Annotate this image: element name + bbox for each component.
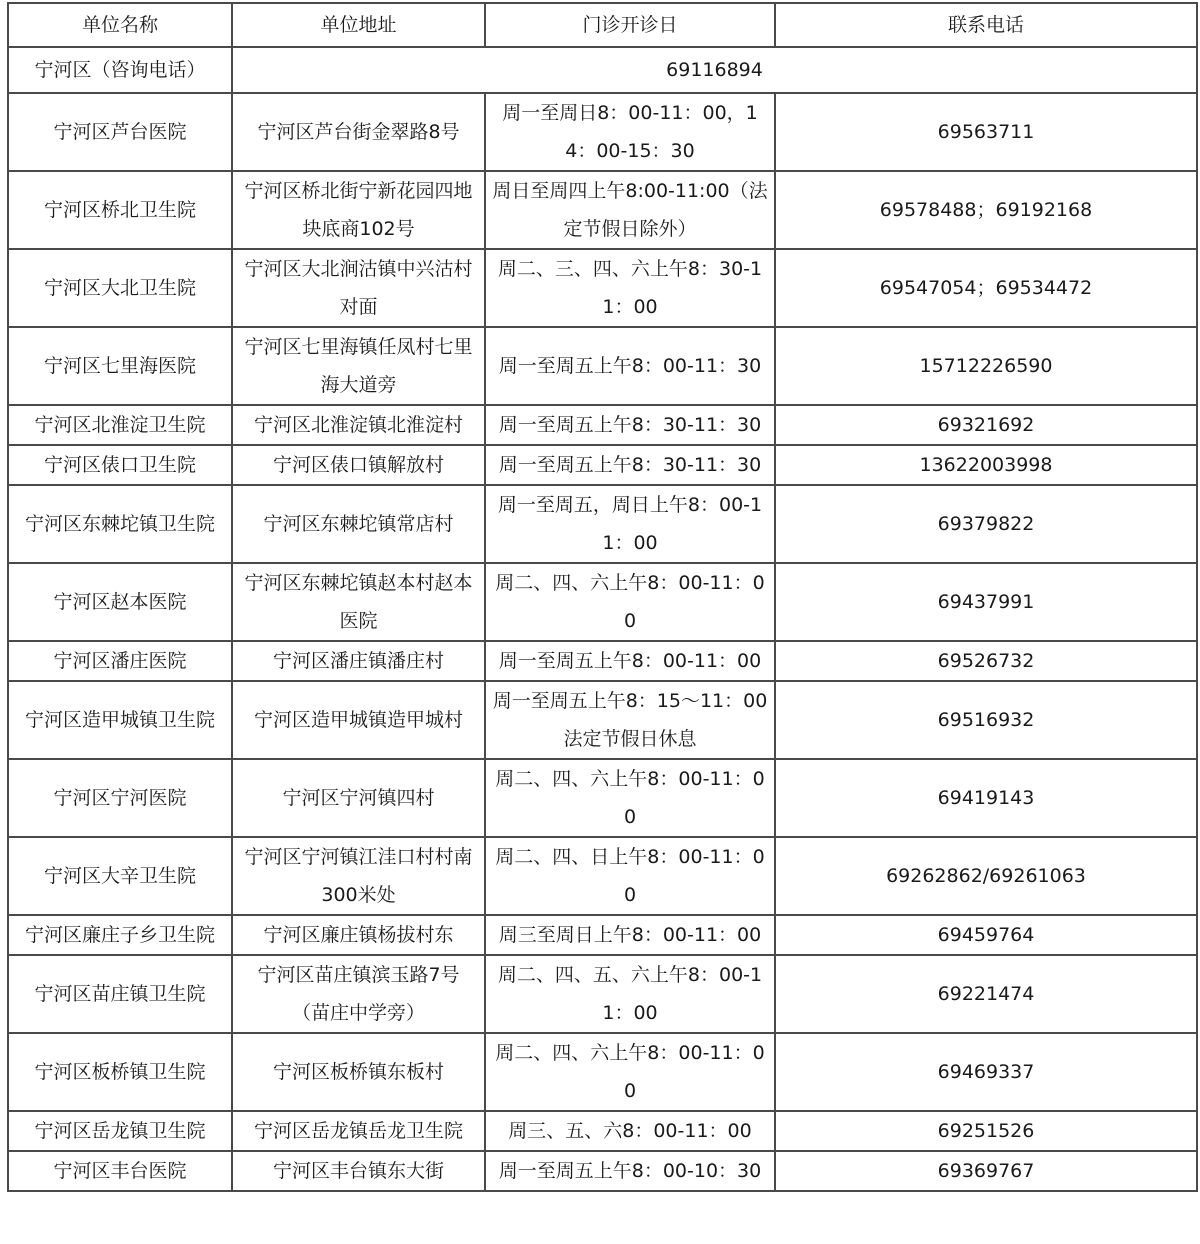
cell-address: 宁河区桥北街宁新花园四地块底商102号 bbox=[232, 171, 485, 249]
cell-address: 宁河区东棘坨镇赵本村赵本医院 bbox=[232, 563, 485, 641]
header-unit-address: 单位地址 bbox=[232, 3, 485, 47]
cell-phone: 69321692 bbox=[775, 405, 1197, 445]
cell-address: 宁河区潘庄镇潘庄村 bbox=[232, 641, 485, 681]
table-row bbox=[8, 837, 1197, 915]
cell-hours: 周一至周日8：00-11：00，14：00-15：30 bbox=[485, 93, 775, 171]
cell-hours: 周二、三、四、六上午8：30-11：00 bbox=[485, 249, 775, 327]
cell-hours: 周一至周五上午8：15～11：00法定节假日休息 bbox=[485, 681, 775, 759]
cell-name: 宁河区北淮淀卫生院 bbox=[8, 405, 232, 445]
table-row bbox=[8, 1151, 1197, 1191]
table-row bbox=[8, 327, 1197, 405]
cell-address: 宁河区廉庄镇杨拔村东 bbox=[232, 915, 485, 955]
table-row bbox=[8, 485, 1197, 563]
cell-address: 宁河区北淮淀镇北淮淀村 bbox=[232, 405, 485, 445]
cell-phone: 69516932 bbox=[775, 681, 1197, 759]
cell-phone: 69221474 bbox=[775, 955, 1197, 1033]
cell-name: 宁河区岳龙镇卫生院 bbox=[8, 1111, 232, 1151]
cell-address: 宁河区大北涧沽镇中兴沽村对面 bbox=[232, 249, 485, 327]
cell-name: 宁河区七里海医院 bbox=[8, 327, 232, 405]
cell-hours: 周三至周日上午8：00-11：00 bbox=[485, 915, 775, 955]
header-clinic-days: 门诊开诊日 bbox=[485, 3, 775, 47]
cell-phone: 69379822 bbox=[775, 485, 1197, 563]
cell-phone: 69369767 bbox=[775, 1151, 1197, 1191]
table-row bbox=[8, 405, 1197, 445]
cell-address: 宁河区苗庄镇滨玉路7号（苗庄中学旁） bbox=[232, 955, 485, 1033]
cell-address: 宁河区板桥镇东板村 bbox=[232, 1033, 485, 1111]
cell-phone: 69251526 bbox=[775, 1111, 1197, 1151]
consult-name: 宁河区（咨询电话） bbox=[8, 47, 232, 93]
cell-phone: 69262862/69261063 bbox=[775, 837, 1197, 915]
cell-phone: 69563711 bbox=[775, 93, 1197, 171]
cell-hours: 周一至周五上午8：30-11：30 bbox=[485, 445, 775, 485]
table-row bbox=[8, 1111, 1197, 1151]
cell-phone: 69419143 bbox=[775, 759, 1197, 837]
cell-phone: 69526732 bbox=[775, 641, 1197, 681]
cell-address: 宁河区岳龙镇岳龙卫生院 bbox=[232, 1111, 485, 1151]
cell-hours: 周二、四、六上午8：00-11：00 bbox=[485, 759, 775, 837]
cell-phone: 69437991 bbox=[775, 563, 1197, 641]
cell-name: 宁河区宁河医院 bbox=[8, 759, 232, 837]
table-row bbox=[8, 759, 1197, 837]
table-row bbox=[8, 915, 1197, 955]
header-unit-name: 单位名称 bbox=[8, 3, 232, 47]
cell-name: 宁河区苗庄镇卫生院 bbox=[8, 955, 232, 1033]
cell-name: 宁河区大辛卫生院 bbox=[8, 837, 232, 915]
cell-address: 宁河区造甲城镇造甲城村 bbox=[232, 681, 485, 759]
cell-name: 宁河区造甲城镇卫生院 bbox=[8, 681, 232, 759]
cell-address: 宁河区芦台街金翠路8号 bbox=[232, 93, 485, 171]
table-row bbox=[8, 641, 1197, 681]
header-contact-phone: 联系电话 bbox=[775, 3, 1197, 47]
table-row bbox=[8, 1033, 1197, 1111]
cell-phone: 69578488；69192168 bbox=[775, 171, 1197, 249]
cell-address: 宁河区宁河镇江洼口村村南300米处 bbox=[232, 837, 485, 915]
cell-name: 宁河区东棘坨镇卫生院 bbox=[8, 485, 232, 563]
cell-hours: 周一至周五，周日上午8：00-11：00 bbox=[485, 485, 775, 563]
cell-phone: 13622003998 bbox=[775, 445, 1197, 485]
cell-address: 宁河区丰台镇东大街 bbox=[232, 1151, 485, 1191]
cell-hours: 周二、四、六上午8：00-11：00 bbox=[485, 563, 775, 641]
cell-phone: 69469337 bbox=[775, 1033, 1197, 1111]
cell-address: 宁河区七里海镇任凤村七里海大道旁 bbox=[232, 327, 485, 405]
cell-name: 宁河区廉庄子乡卫生院 bbox=[8, 915, 232, 955]
cell-hours: 周二、四、日上午8：00-11：00 bbox=[485, 837, 775, 915]
cell-name: 宁河区板桥镇卫生院 bbox=[8, 1033, 232, 1111]
clinic-table bbox=[7, 2, 1198, 1192]
table-row bbox=[8, 171, 1197, 249]
cell-hours: 周二、四、五、六上午8：00-11：00 bbox=[485, 955, 775, 1033]
cell-address: 宁河区俵口镇解放村 bbox=[232, 445, 485, 485]
consult-row bbox=[8, 47, 1197, 93]
table-row bbox=[8, 955, 1197, 1033]
cell-name: 宁河区丰台医院 bbox=[8, 1151, 232, 1191]
cell-hours: 周一至周五上午8：00-10：30 bbox=[485, 1151, 775, 1191]
cell-phone: 15712226590 bbox=[775, 327, 1197, 405]
cell-phone: 69547054；69534472 bbox=[775, 249, 1197, 327]
table-row bbox=[8, 563, 1197, 641]
table-row bbox=[8, 445, 1197, 485]
cell-name: 宁河区赵本医院 bbox=[8, 563, 232, 641]
cell-name: 宁河区潘庄医院 bbox=[8, 641, 232, 681]
table-header-row bbox=[8, 3, 1197, 47]
consult-phone: 69116894 bbox=[232, 47, 1197, 93]
cell-name: 宁河区芦台医院 bbox=[8, 93, 232, 171]
cell-address: 宁河区东棘坨镇常店村 bbox=[232, 485, 485, 563]
cell-name: 宁河区大北卫生院 bbox=[8, 249, 232, 327]
table-row bbox=[8, 93, 1197, 171]
cell-hours: 周一至周五上午8：30-11：30 bbox=[485, 405, 775, 445]
table-row bbox=[8, 249, 1197, 327]
cell-hours: 周一至周五上午8：00-11：30 bbox=[485, 327, 775, 405]
cell-hours: 周三、五、六8：00-11：00 bbox=[485, 1111, 775, 1151]
cell-name: 宁河区桥北卫生院 bbox=[8, 171, 232, 249]
cell-address: 宁河区宁河镇四村 bbox=[232, 759, 485, 837]
cell-name: 宁河区俵口卫生院 bbox=[8, 445, 232, 485]
cell-hours: 周日至周四上午8:00-11:00（法定节假日除外） bbox=[485, 171, 775, 249]
table-row bbox=[8, 681, 1197, 759]
cell-hours: 周一至周五上午8：00-11：00 bbox=[485, 641, 775, 681]
cell-hours: 周二、四、六上午8：00-11：00 bbox=[485, 1033, 775, 1111]
cell-phone: 69459764 bbox=[775, 915, 1197, 955]
